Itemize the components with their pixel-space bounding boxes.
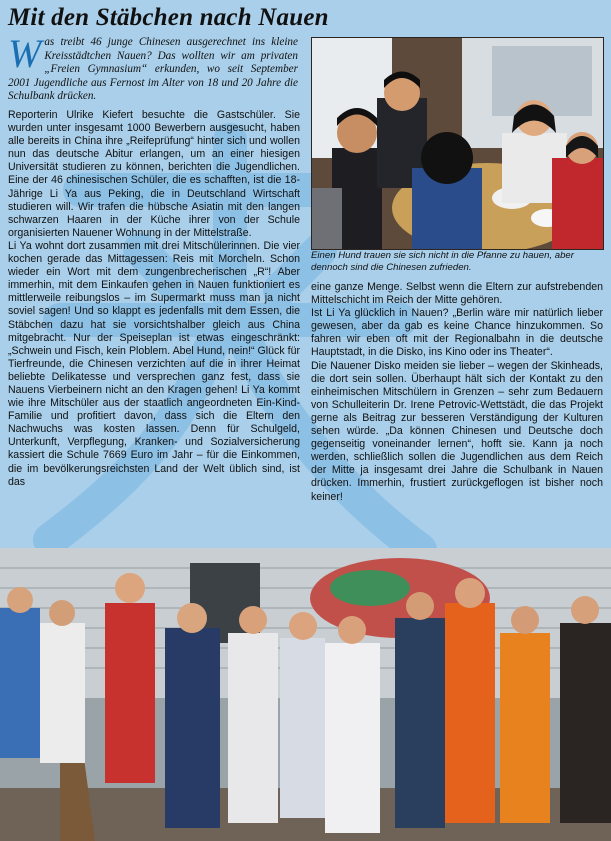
column-left-paragraph: Li Ya wohnt dort zusammen mit drei Mitschülerinnen. Die vier kochen gerade das Mittagessen: Reis mit Morcheln. Schon wieder ein Wort mit dem zungenbrecherischen „R“! Aber immerhin, mit dem Einkaufen gehen in Nauen funktioniert es mittlerweile reibungslos – im Supermarkt muss man ja nicht soviel sagen! Und so klappt es jedenfalls mit dem Essen, die Stäbchen dazu hat sie vorsichtshalber gleich aus China mitgebracht. Nur der Speiseplan ist etwas eingeschränkt: „Schwein und Fisch, kein Ploblem. Abel Hund, nein!“ Glück für Tierfreunde, die Chinesen verzichten auf die in ihrer Heimat beliebte Delikatesse und versprechen ganz fest, dass sie Nauens Vierbeinern nicht an den Kragen gehen! Li Ya kommt wie ihre Mitschüler aus der staatlich angeordneten Ein-Kind-Familie und profitiert davon, dass sich die Eltern den Nachwuchs was kosten lassen. Denn für Schulgeld, Unterkunft, Verpflegung, Kranken- und Sozialversicherung kassiert die Schule 7669 Euro im Jahr – für die Einkommen, die im bevölkerungsreichsten Land der Welt üblich sind, ist das xyxy=(8,239,300,488)
article-intro xyxy=(8,31,298,104)
article-column-left xyxy=(8,109,300,587)
group-photo xyxy=(0,548,611,841)
photo-caption: Einen Hund trauen sie sich nicht in die Pfanne zu hauen, aber dennoch sind die Chinesen zufrieden. xyxy=(311,250,574,273)
intro-text: as treibt 46 junge Chinesen ausgerechnet ins kleine Kreisstädtchen Nauen? Das wollten wir am privaten „Freien Gymnasium“ erkunden, wo seit September 2001 Jugendliche aus Fernost im Alter von 18 und 20 Jahre die Schulbank drücken. xyxy=(8,36,298,103)
kitchen-photo xyxy=(311,37,604,250)
column-right-paragraph: eine ganze Menge. Selbst wenn die Eltern zur aufstrebenden Mittelschicht im Reich der Mitte gehören. xyxy=(311,281,603,307)
article-title: Mit den Stäbchen nach Nauen xyxy=(8,4,329,31)
column-right-paragraph: Die Nauener Disko meiden sie lieber – wegen der Skinheads, die dort sein sollen. Überhaupt hält sich der Kontakt zu den einheimischen Mitschülern in Grenzen – sehr zum Bedauern von Schulleiterin Dr. Irene Petrovic-Wettstädt, die das Projekt gerne als Beitrag zur besseren Verständigung der Kulturen sehen würde. „Da können Chinesen und Deutsche doch gegenseitig voneinander lernen“, hofft sie. Kann ja noch werden, schließlich sollen die Jugendlichen aus dem Reich der Mitte ja insgesamt drei Jahre die Schulbank in Nauen drücken. Immerhin, frustiert zurückgeflogen ist bisher noch keiner! xyxy=(311,359,603,503)
article-column-right xyxy=(311,281,603,561)
column-right-paragraph: Ist Li Ya glücklich in Nauen? „Berlin wäre mir natürlich lieber gewesen, aber da gab es keine Chance hinzukommen. So fahren wir eben oft mit der Regionalbahn in die deutsche Hauptstadt, in die Disko, ins Kino oder ins Theater“. xyxy=(311,307,603,359)
column-left-paragraph: Reporterin Ulrike Kiefert besuchte die Gastschüler. Sie wurden unter insgesamt 1000 Bewerbern ausgesucht, haben alle bereits in China ihre „Reifeprüfung“ hinter sich und wollen nun das deutsche Abitur erlangen, um an einer hiesigen Universität studieren zu können, berichten die Jugendlichen. Eine der 46 chinesischen Schüler, die es schafften, ist die 18-Jährige Li Ya aus Peking, die in Deutschland Wirtschaft studieren will. Wir trafen die hübsche Asiatin mit den langen schwarzen Haaren in der Küche ihrer von der Schule organisierten Nauener Wohnung in der Mittelstraße. xyxy=(8,109,300,239)
intro-dropcap: W xyxy=(8,31,42,76)
student-group-illustration xyxy=(0,548,611,841)
students-eating-illustration xyxy=(312,38,603,249)
